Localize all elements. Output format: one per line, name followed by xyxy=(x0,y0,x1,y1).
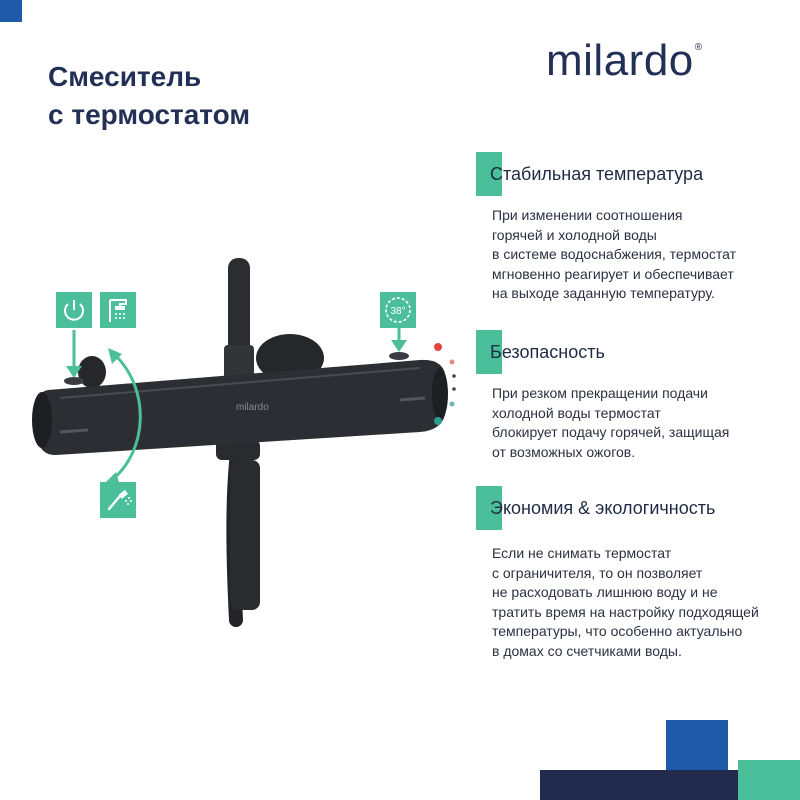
title-line-2: с термостатом xyxy=(48,99,251,130)
brand-logo xyxy=(546,36,703,86)
feature-line: в домах со счетчиками воды. xyxy=(492,642,682,659)
hot-indicator-dot xyxy=(434,343,442,351)
feature-text-stable-temperature xyxy=(492,206,736,304)
product-brand-label: milardo xyxy=(236,402,269,413)
feature-line: на выходе заданную температуру. xyxy=(492,285,715,301)
feature-line: Если не снимать термостат xyxy=(492,545,672,561)
feature-line: мгновенно реагирует и обеспечивает xyxy=(492,265,734,282)
feature-line: При резком прекращении подачи xyxy=(492,385,708,401)
decor-block-navy xyxy=(540,770,740,800)
feature-line: температуры, что особенно актуально xyxy=(492,623,743,639)
feature-heading-stable-temperature: Стабильная температура xyxy=(490,164,704,184)
temperature-value: 38° xyxy=(390,306,406,317)
feature-heading-economy: Экономия & экологичность xyxy=(490,498,716,518)
hand-shower-icon xyxy=(100,482,136,518)
feature-heading-safety: Безопасность xyxy=(490,342,605,362)
feature-line: тратить время на настройку подходящей xyxy=(492,603,759,620)
shower-head-icon xyxy=(100,292,136,328)
power-icon xyxy=(56,292,92,328)
feature-line: При изменении соотношения xyxy=(492,207,683,223)
feature-line: в системе водоснабжения, термостат xyxy=(492,246,737,262)
feature-line: не расходовать лишнюю воду и не xyxy=(492,584,718,600)
decor-block-green xyxy=(738,760,800,800)
decor-block-blue xyxy=(666,720,728,770)
feature-line: от возможных ожогов. xyxy=(492,443,636,460)
feature-text-safety xyxy=(492,384,729,462)
page-title xyxy=(48,58,250,134)
feature-line: горячей и холодной воды xyxy=(492,226,657,243)
thermometer-38-icon xyxy=(380,292,416,328)
feature-line: блокирует подачу горячей, защищая xyxy=(492,424,730,440)
cold-indicator-dot xyxy=(434,417,442,425)
brand-name: milardo xyxy=(546,36,694,85)
feature-line: холодной воды термостат xyxy=(492,404,661,421)
feature-line: с ограничителя, то он позволяет xyxy=(492,564,703,581)
corner-accent-top-left xyxy=(0,0,22,22)
title-line-1: Смеситель xyxy=(48,61,202,92)
registered-mark: ® xyxy=(694,42,703,53)
feature-text-economy xyxy=(492,544,759,661)
